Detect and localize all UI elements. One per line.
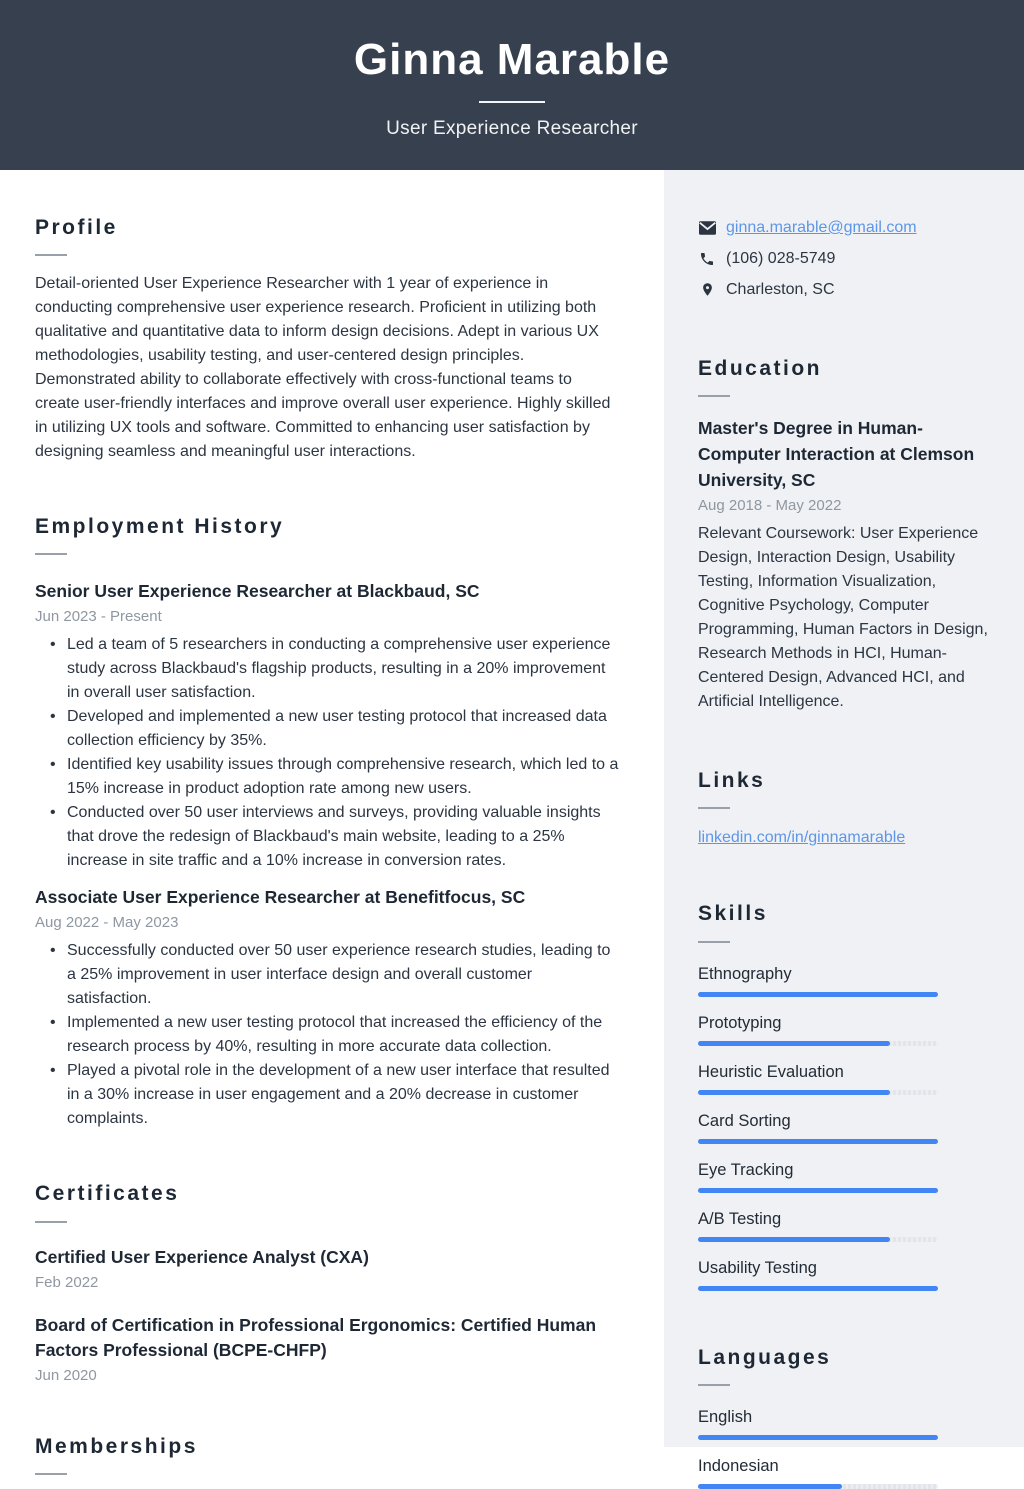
contact-block (698, 215, 990, 302)
section-divider (35, 254, 67, 256)
skill-label: Prototyping (698, 1013, 782, 1032)
job-bullet: • Implemented a new user testing protocol that increased the efficiency of the research process by 40%, resulting in more accurate data collection. (50, 1011, 620, 1059)
employment-heading: Employment History (35, 515, 285, 539)
sidebar (664, 170, 1024, 1475)
links-list (698, 829, 990, 847)
contact-email-row (698, 215, 990, 240)
education-heading: Education (698, 357, 823, 380)
language-item (698, 1406, 990, 1440)
memberships-heading: Memberships (35, 1434, 198, 1458)
language-bar-fill (698, 1435, 938, 1440)
language-item (698, 1455, 990, 1489)
header-divider (479, 101, 545, 103)
skill-bar-track (698, 992, 938, 997)
job-dates: Jun 2023 - Present (35, 608, 162, 626)
section-divider (698, 395, 730, 397)
job-bullet: • Led a team of 5 researchers in conducting a comprehensive user experience study across Blackbaud's flagship products, resulting in a 20% improvement in overall user satisfaction. (50, 633, 620, 705)
skill-bar-fill (698, 992, 938, 997)
language-bar-track (698, 1435, 938, 1440)
section-divider (35, 1221, 67, 1223)
phone-number: (106) 028-5749 (726, 250, 836, 267)
skill-bar-fill (698, 1237, 890, 1242)
skill-item (698, 1012, 990, 1046)
language-label: Indonesian (698, 1456, 779, 1475)
main-column (0, 170, 664, 1458)
skill-item (698, 1257, 990, 1291)
language-bar-fill (698, 1484, 842, 1489)
skill-bar-track (698, 1090, 938, 1095)
skill-item (698, 963, 990, 997)
certificate-title: Certified User Experience Analyst (CXA) (35, 1246, 369, 1267)
skill-bar-track (698, 1237, 938, 1242)
job-title-subtitle: User Experience Researcher (386, 117, 638, 139)
employment-section (35, 514, 620, 1131)
job-title: Senior User Experience Researcher at Blackbaud, SC (35, 581, 480, 602)
links-heading: Links (698, 769, 766, 793)
location-text: Charleston, SC (726, 281, 835, 298)
job-bullet: • Developed and implemented a new user testing protocol that increased data collection efficiency by 35%. (50, 705, 620, 753)
skill-item (698, 1208, 990, 1242)
certificate-title: Board of Certification in Professional Ergonomics: Certified Human Factors Professional (BCPE-CHFP) (35, 1314, 597, 1360)
job-bullet-list (35, 633, 620, 873)
linkedin-link[interactable]: linkedin.com/in/ginnamarable (698, 829, 906, 847)
profile-heading: Profile (35, 216, 118, 239)
skill-label: Eye Tracking (698, 1160, 794, 1179)
section-divider (698, 941, 730, 943)
skill-bar-track (698, 1139, 938, 1144)
job-title: Associate User Experience Researcher at Benefitfocus, SC (35, 887, 526, 908)
skill-item (698, 1061, 990, 1095)
education-section (698, 356, 990, 714)
education-dates: Aug 2018 - May 2022 (698, 497, 842, 515)
skill-bar-fill (698, 1041, 890, 1046)
certificate-date: Jun 2020 (35, 1366, 97, 1384)
languages-heading: Languages (698, 1345, 832, 1369)
person-name: Ginna Marable (353, 35, 671, 85)
job-bullet: • Successfully conducted over 50 user experience research studies, leading to a 25% improvement in user interface design and overall customer satisfaction. (50, 939, 620, 1011)
contact-phone-row (698, 246, 990, 271)
certificates-section (35, 1181, 620, 1383)
skills-list (698, 963, 990, 1291)
section-divider (698, 807, 730, 809)
skill-label: A/B Testing (698, 1209, 782, 1228)
skill-label: Heuristic Evaluation (698, 1062, 844, 1081)
certificate-entry (35, 1313, 620, 1384)
education-description: Relevant Coursework: User Experience Design, Interaction Design, Usability Testing, Information Visualization, Cognitive Psychology, Computer Programming, Human Factors in Design, Research Methods in HCI, Human-Centered Design, Advanced HCI, and Artificial Intelligence. (698, 525, 988, 711)
job-bullet: • Conducted over 50 user interviews and surveys, providing valuable insights that drove the redesign of Blackbaud's main website, leading to a 25% increase in site traffic and a 10% increase in conversion rates. (50, 801, 620, 873)
location-pin-icon (698, 281, 716, 299)
skill-item (698, 1159, 990, 1193)
skill-bar-track (698, 1041, 938, 1046)
skill-bar-fill (698, 1139, 938, 1144)
job-bullet-list (35, 939, 620, 1131)
skill-bar-fill (698, 1286, 938, 1291)
email-link[interactable]: ginna.marable@gmail.com (726, 219, 917, 236)
links-section (698, 768, 990, 847)
language-bar-track (698, 1484, 938, 1489)
section-divider (35, 553, 67, 555)
skills-section (698, 901, 990, 1290)
memberships-section (35, 1434, 620, 1475)
languages-section (698, 1345, 990, 1489)
job-bullet: • Played a pivotal role in the development of a new user interface that resulted in a 30% increase in user engagement and a 20% decrease in customer complaints. (50, 1059, 620, 1131)
language-label: English (698, 1407, 753, 1426)
resume-header (0, 0, 1024, 170)
languages-list (698, 1406, 990, 1489)
resume-body (0, 170, 1024, 1475)
skill-label: Ethnography (698, 964, 792, 983)
skills-heading: Skills (698, 902, 768, 926)
job-entry (35, 885, 620, 1131)
education-entry (698, 415, 990, 714)
job-entry (35, 579, 620, 873)
envelope-icon (698, 219, 716, 237)
phone-icon (698, 250, 716, 268)
skill-bar-track (698, 1188, 938, 1193)
certificates-heading: Certificates (35, 1182, 180, 1206)
certificate-entry (35, 1245, 620, 1291)
job-dates: Aug 2022 - May 2023 (35, 914, 179, 932)
skill-bar-fill (698, 1090, 890, 1095)
skill-bar-track (698, 1286, 938, 1291)
contact-location-row (698, 277, 990, 302)
job-bullet: • Identified key usability issues through comprehensive research, which led to a 15% increase in product adoption rate among new users. (50, 753, 620, 801)
skill-label: Card Sorting (698, 1111, 791, 1130)
degree-title: Master's Degree in Human-Computer Interaction at Clemson University, SC (698, 418, 975, 491)
profile-text: Detail-oriented User Experience Researcher with 1 year of experience in conducting comprehensive user experience research. Proficient in utilizing both qualitative and quantitative data to inform design decisions. Adept in various UX methodologies, usability testing, and user-centered design principles. Demonstrated ability to collaborate effectively with cross-functional teams to create user-friendly interfaces and improve overall user experience. Highly skilled in utilizing UX tools and software. Committed to enhancing user satisfaction by designing seamless and meaningful user interactions. (35, 275, 611, 461)
skill-bar-fill (698, 1188, 938, 1193)
skill-item (698, 1110, 990, 1144)
skill-label: Usability Testing (698, 1258, 817, 1277)
section-divider (35, 1473, 67, 1475)
section-divider (698, 1384, 730, 1386)
profile-section (35, 215, 620, 464)
certificate-date: Feb 2022 (35, 1273, 99, 1291)
